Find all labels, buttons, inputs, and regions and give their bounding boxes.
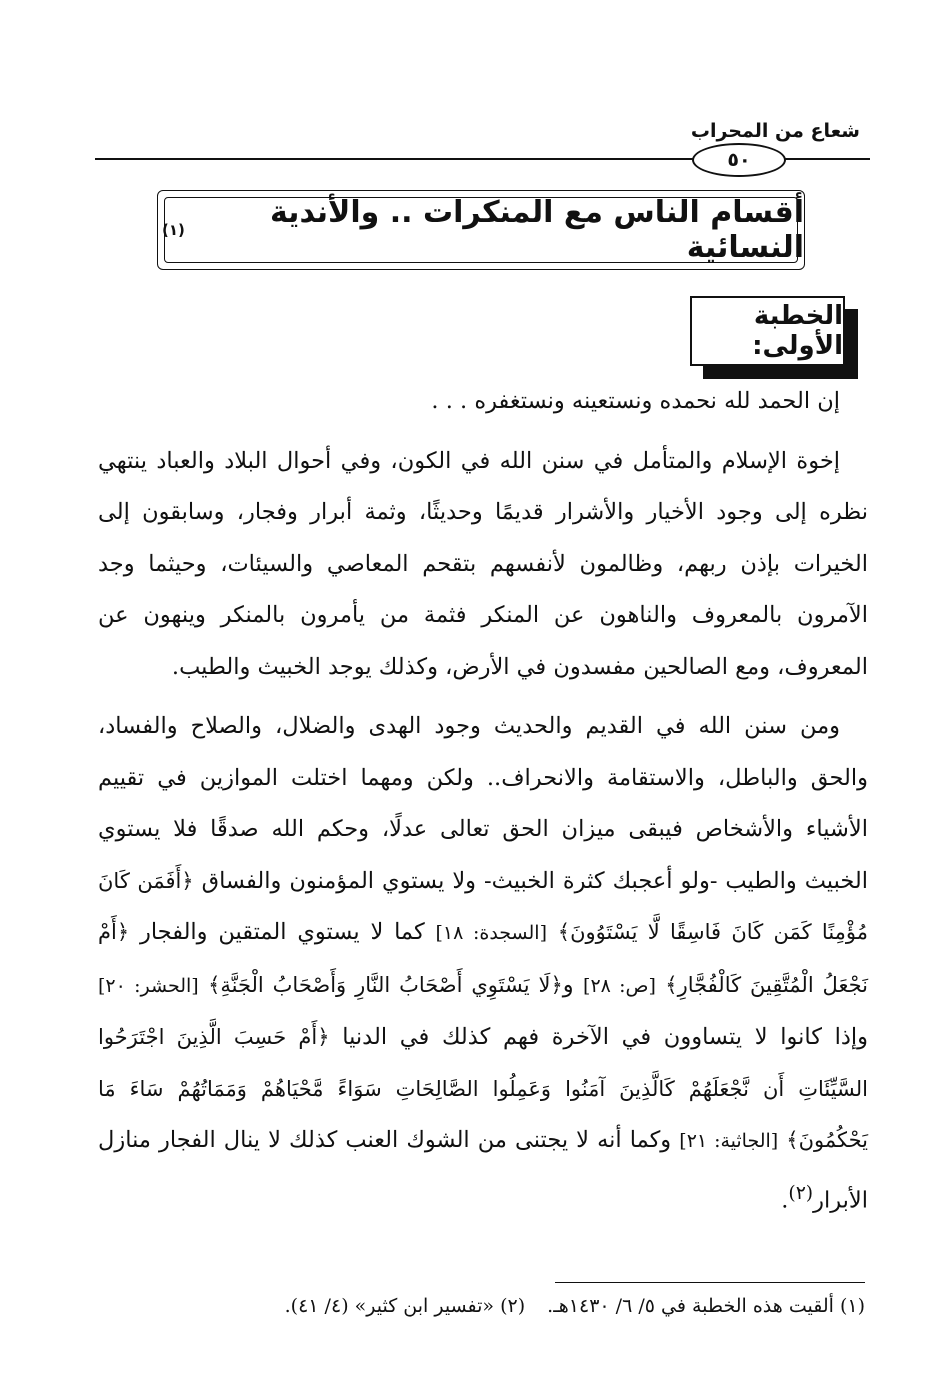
sermon-title [158,191,804,269]
paragraph-text-e: وكما أنه لا يجتنى من الشوك العنب كذلك لا ينال الفجار منازل الأبرار [98,1127,868,1213]
verse-reference-1: [السجدة: ١٨] [435,922,547,944]
sermon-body [98,376,868,1227]
quran-verse-3: ﴿لَا يَسْتَوِي أَصْحَابُ النَّارِ وَأَصْحَابُ الْجَنَّةِ﴾ [208,972,563,997]
paragraph-intro: إخوة الإسلام والمتأمل في سنن الله في الكون، وفي أحوال البلاد والعباد ينتهي نظره إلى وجود الأخيار والأشرار قديمًا وحديثًا، وثمة أبرار وفجار، وسابقون إلى الخيرات بإذن ربهم، وظالمون لأنفسهم بتقحم المعاصي والسيئات، وحيثما وجد الآمرون بالمعروف والناهون عن المنكر فثمة من يأمرون بالمنكر وينهون عن المعروف، ومع الصالحين مفسدون في الأرض، وكذلك يوجد الخبيث والطيب. [98,447,868,680]
page-number: ٥٠ [692,143,786,177]
paragraph-text-b: كما لا يستوي المتقين والفجار [139,919,425,945]
body-footnote-mark: (٢) [788,1182,814,1204]
verse-reference-2: [ص: ٢٨] [583,974,656,997]
footnote-1: (١) ألقيت هذه الخطبة في ٥/ ٦/ ١٤٣٠هـ. [547,1295,865,1317]
footnotes [190,1290,865,1322]
verse-reference-3: [الحشر: ٢٠] [98,974,199,997]
verse-reference-4: [الجاثية: ٢١] [679,1130,779,1152]
sermon-title-text: أقسام الناس مع المنكرات .. والأندية النسائية [269,195,804,265]
title-frame [157,190,805,270]
paragraph-opening: إن الحمد لله نحمده ونستعينه ونستغفره . . . [431,388,840,414]
paragraph-end: . [781,1187,789,1213]
title-footnote-mark: (١) [162,221,185,239]
paragraph-text-c: و [562,971,574,998]
quran-verse-1: ﴿أَفَمَن كَانَ مُؤْمِنًا كَمَن كَانَ فَاسِقًا لَّا يَسْتَوُونَ﴾ [98,868,869,944]
paragraph-text-a: ومن سنن الله في القديم والحديث وجود الهدى والضلال، والصلاح والفساد، والحق والباطل، والاستقامة والانحراف.. ولكن ومهما اختلت الموازين في تقييم الأشياء والأشخاص فيبقى ميزان الحق تعالى عدلًا، وحكم الله صدقًا فلا يستوي الخبيث والطيب -ولو أعجبك كثرة الخبيث- ولا يستوي المؤمنون والفساق [98,713,869,894]
quran-verse-4: ﴿أَمْ حَسِبَ الَّذِينَ اجْتَرَحُوا السَّيِّئَاتِ أَن نَّجْعَلَهُمْ كَالَّذِينَ آمَنُوا وَعَمِلُوا الصَّالِحَاتِ سَوَاءً مَّحْيَاهُمْ وَمَمَاتُهُمْ سَاءَ مَا يَحْكُمُونَ﴾ [98,1025,869,1152]
running-head-title: شعاع من المحراب [690,120,860,142]
paragraph-main [98,701,868,1227]
quran-verse-2: ﴿أَمْ نَجْعَلُ الْمُتَّقِينَ كَالْفُجَّارِ﴾ [98,920,868,997]
footnote-rule [555,1282,865,1283]
paragraph-text-d: وإذا كانوا لا يتساوون في الآخرة فهم كذلك في الدنيا [342,1024,868,1050]
section-heading: الخطبة الأولى: [690,296,845,366]
footnote-2: (٢) «تفسير ابن كثير» (٤/ ٤١). [284,1295,526,1317]
